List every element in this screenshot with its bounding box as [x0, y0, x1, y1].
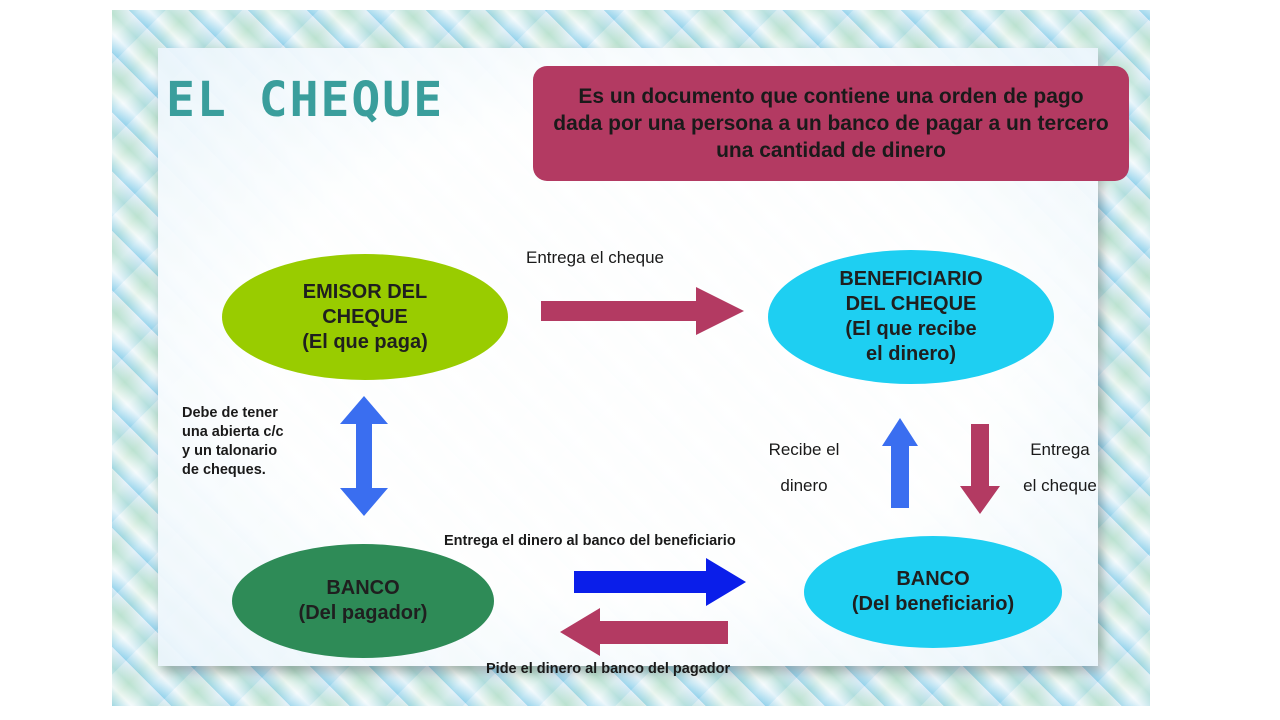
banco-beneficiario-line: (Del beneficiario): [851, 593, 1015, 615]
pide-dinero-banco-label: Pide el dinero al banco del pagador: [486, 661, 731, 677]
banco-pagador-node: [232, 544, 494, 658]
banco-beneficiario-node: [804, 536, 1062, 648]
entrega-cheque-right-line: el cheque: [1023, 476, 1097, 495]
beneficiario-node: [768, 250, 1054, 384]
debe-tener-label: [182, 404, 284, 479]
recibe-dinero-line: dinero: [780, 476, 828, 495]
banco-pagador-line: (Del pagador): [298, 602, 428, 624]
definition-box: Es un documento que contiene una orden de pago dada por una persona a un banco de pagar a un tercero una cantidad de dinero: [533, 66, 1129, 181]
entrega-cheque-right-label: [1014, 432, 1106, 504]
banco-beneficiario-line: BANCO: [896, 568, 970, 590]
debe-tener-line: y un talonario: [182, 442, 278, 459]
beneficiario-line: (El que recibe: [845, 318, 977, 340]
emisor-line: CHEQUE: [322, 305, 408, 328]
emisor-line: (El que paga): [302, 330, 428, 353]
entrega-cheque-label: Entrega el cheque: [526, 248, 664, 267]
beneficiario-line: el dinero): [865, 343, 956, 365]
entrega-dinero-banco-label: Entrega el dinero al banco del beneficiario: [444, 533, 736, 549]
recibe-dinero-line: Recibe el: [768, 440, 840, 459]
debe-tener-line: una abierta c/c: [182, 423, 284, 440]
beneficiario-line: BENEFICIARIO: [839, 268, 983, 290]
debe-tener-line: de cheques.: [182, 461, 266, 478]
beneficiario-line: DEL CHEQUE: [845, 293, 977, 315]
entrega-cheque-right-line: Entrega: [1030, 440, 1090, 459]
emisor-line: EMISOR DEL: [302, 280, 428, 303]
banco-pagador-line: BANCO: [326, 577, 400, 599]
emisor-node: [222, 254, 508, 380]
debe-tener-line: Debe de tener: [182, 405, 278, 421]
page-title: EL CHEQUE: [166, 72, 445, 128]
recibe-dinero-label: [758, 432, 850, 504]
